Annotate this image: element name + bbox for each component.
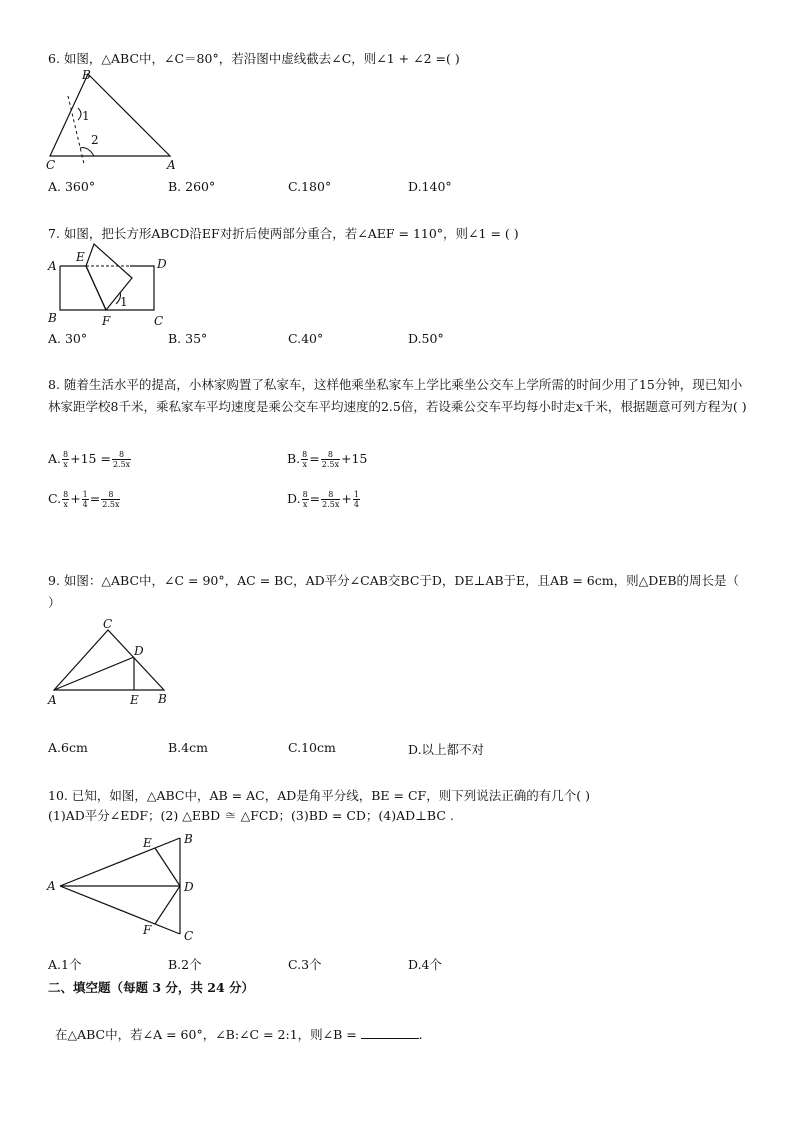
- q8-a-frac1: $\frac{8}{x}$: [63, 450, 69, 469]
- q7-label-c: C: [154, 314, 164, 328]
- q10-option-d[interactable]: D.4个: [408, 957, 443, 972]
- q10-option-b[interactable]: B.2个: [168, 957, 202, 972]
- q6-option-b[interactable]: B. 260°: [168, 179, 216, 194]
- q6-option-d[interactable]: D.140°: [408, 179, 452, 194]
- q9-option-b[interactable]: B.4cm: [168, 740, 208, 755]
- q8-d-frac1: $\frac{8}{x}$: [302, 490, 308, 509]
- fill-question-1-text: 在△ABC中，若∠A = 60°，∠B:∠C = 2:1，则∠B =: [55, 1027, 357, 1042]
- q9-stem: 9. 如图：△ABC中，∠C = 90°，AC = BC，AD平分∠CAB交BC于D，DE⊥AB于E，且AB = 6cm，则△DEB的周长是（ ）: [48, 573, 740, 610]
- q8-b-frac1: $\frac{8}{x}$: [302, 450, 308, 469]
- q10-label-d: D: [184, 880, 194, 894]
- q7-option-c[interactable]: C.40°: [288, 331, 324, 346]
- q7-label-d: D: [157, 257, 167, 271]
- answer-blank[interactable]: [361, 1026, 419, 1039]
- q10-stem: 10. 已知，如图，△ABC中，AB = AC，AD是角平分线，BE = CF，则下列说法正确的有几个( ): [48, 788, 590, 803]
- q8-a-frac2: $\frac{8}{2.5x}$: [112, 450, 131, 469]
- q7-option-b[interactable]: B. 35°: [168, 331, 208, 346]
- q10-label-e: E: [143, 836, 152, 850]
- q8-c-frac1: $\frac{8}{x}$: [63, 490, 69, 509]
- q10-label-a: A: [47, 879, 56, 893]
- q9-label-d: D: [134, 644, 144, 658]
- q9-label-b: B: [158, 692, 167, 706]
- q7-label-f: F: [102, 314, 111, 328]
- q10-option-a[interactable]: A.1个: [48, 957, 82, 972]
- q8-d-frac3: $\frac{1}{4}$: [353, 490, 359, 509]
- q9-label-e: E: [130, 693, 139, 707]
- q8-option-a[interactable]: A. $\frac{8}{x}$ +15 = $\frac{8}{2.5x}$: [48, 450, 131, 469]
- q7-stem: 7. 如图，把长方形ABCD沿EF对折后使两部分重合，若∠AEF = 110°，则∠1 = ( ): [48, 226, 519, 241]
- fill-question-1: [55, 1025, 423, 1043]
- q6-angle-2: 2: [91, 133, 99, 147]
- q7-label-e: E: [76, 250, 85, 264]
- q6-option-c[interactable]: C.180°: [288, 179, 332, 194]
- q9-option-a[interactable]: A.6cm: [48, 740, 88, 755]
- q6-figure: [40, 66, 200, 176]
- section-2-heading: 二、填空题（每题 3 分，共 24 分）: [48, 980, 255, 995]
- fill-question-1-end: .: [418, 1027, 423, 1042]
- q7-label-b: B: [48, 311, 57, 325]
- q7-figure: [44, 240, 184, 330]
- q7-angle-1: 1: [120, 295, 128, 309]
- q7-option-a[interactable]: A. 30°: [48, 331, 88, 346]
- q9-option-c[interactable]: C.10cm: [288, 740, 336, 755]
- q8-option-d[interactable]: D. $\frac{8}{x}$ = $\frac{8}{2.5x}$ + $\frac{1}{4}$: [287, 490, 359, 509]
- q6-label-b: B: [82, 68, 91, 82]
- q10-statements: (1)AD平分∠EDF；(2) △EBD ≅ △FCD；(3)BD = CD；(4)AD⊥BC .: [48, 808, 454, 823]
- q10-label-b: B: [184, 832, 193, 846]
- q8-c-frac3: $\frac{8}{2.5x}$: [102, 490, 120, 509]
- q8-option-c[interactable]: C. $\frac{8}{x}$ + $\frac{1}{4}$ = $\frac{8}{2.5x}$: [48, 490, 120, 509]
- q10-label-c: C: [184, 929, 194, 943]
- q6-stem: 6. 如图，△ABC中，∠C＝80°，若沿图中虚线截去∠C，则∠1 + ∠2 =( ): [48, 51, 460, 66]
- q10-option-c[interactable]: C.3个: [288, 957, 322, 972]
- q9-figure: [44, 614, 184, 714]
- q7-option-d[interactable]: D.50°: [408, 331, 444, 346]
- q8-b-frac2: $\frac{8}{2.5x}$: [321, 450, 339, 469]
- q8-option-b[interactable]: B. $\frac{8}{x}$ = $\frac{8}{2.5x}$ +15: [287, 450, 368, 469]
- q6-label-a: A: [167, 158, 176, 172]
- q7-label-a: A: [48, 259, 57, 273]
- q6-angle-1: 1: [82, 109, 90, 123]
- q6-label-c: C: [46, 158, 56, 172]
- q9-label-a: A: [48, 693, 57, 707]
- q9-label-c: C: [103, 617, 113, 631]
- q10-label-f: F: [143, 923, 152, 937]
- q9-option-d[interactable]: D.以上都不对: [408, 742, 485, 757]
- q10-figure: [44, 830, 214, 945]
- q8-stem: 8. 随着生活水平的提高，小林家购置了私家车，这样他乘坐私家车上学比乘坐公交车上学所需的时间少用了15分钟，现已知小林家距学校8千米，乘私家车平均速度是乘公交车平均速度的2.5倍，若设乘公交车平均每小时走x千米，根据题意可列方程为( ): [48, 377, 747, 414]
- q8-d-frac2: $\frac{8}{2.5x}$: [322, 490, 340, 509]
- q8-c-frac2: $\frac{1}{4}$: [82, 490, 88, 509]
- q6-option-a[interactable]: A. 360°: [48, 179, 96, 194]
